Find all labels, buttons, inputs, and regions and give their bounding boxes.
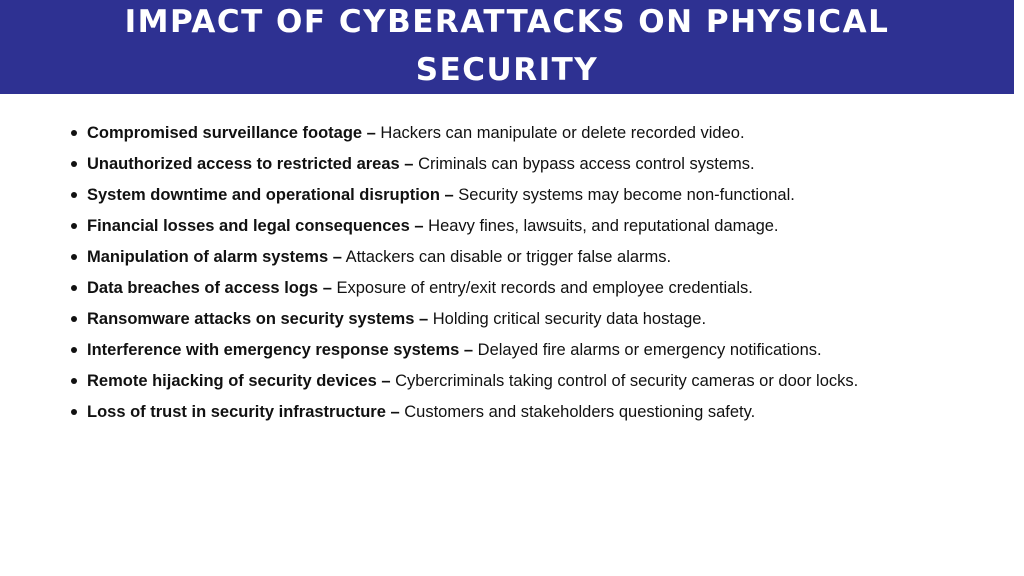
bullet-term: Remote hijacking of security devices – bbox=[87, 372, 391, 390]
bullet-term: Financial losses and legal consequences – bbox=[87, 217, 424, 235]
bullet-text bbox=[87, 368, 858, 394]
bullet-text bbox=[87, 275, 753, 301]
bullet-item bbox=[70, 306, 970, 337]
bullet-text bbox=[87, 151, 755, 177]
bullet-text bbox=[87, 306, 706, 332]
bullet-description: Cybercriminals taking control of security cameras or door locks. bbox=[390, 372, 859, 390]
bullet-list bbox=[70, 120, 970, 430]
bullet-term: Loss of trust in security infrastructure – bbox=[87, 403, 400, 421]
bullet-item bbox=[70, 368, 970, 399]
bullet-icon bbox=[71, 130, 77, 136]
bullet-item bbox=[70, 182, 970, 213]
bullet-icon bbox=[71, 347, 77, 353]
bullet-term: Data breaches of access logs – bbox=[87, 279, 332, 297]
bullet-text bbox=[87, 213, 779, 239]
bullet-term: System downtime and operational disruption – bbox=[87, 186, 454, 204]
bullet-text bbox=[87, 120, 745, 146]
bullet-icon bbox=[71, 254, 77, 260]
slide-title: IMPACT OF CYBERATTACKS ON PHYSICAL SECURITY bbox=[124, 4, 890, 88]
bullet-term: Ransomware attacks on security systems – bbox=[87, 310, 429, 328]
bullet-description: Holding critical security data hostage. bbox=[428, 310, 707, 328]
bullet-item bbox=[70, 337, 970, 368]
bullet-icon bbox=[71, 285, 77, 291]
bullet-description: Criminals can bypass access control systems. bbox=[413, 155, 755, 173]
bullet-text bbox=[87, 337, 822, 363]
bullet-description: Heavy fines, lawsuits, and reputational damage. bbox=[423, 217, 779, 235]
bullet-description: Hackers can manipulate or delete recorded video. bbox=[375, 124, 745, 142]
bullet-term: Unauthorized access to restricted areas – bbox=[87, 155, 414, 173]
bullet-description: Delayed fire alarms or emergency notifications. bbox=[473, 341, 822, 359]
bullet-item bbox=[70, 275, 970, 306]
bullet-icon bbox=[71, 192, 77, 198]
bullet-description: Exposure of entry/exit records and employee credentials. bbox=[331, 279, 753, 297]
bullet-text bbox=[87, 182, 795, 208]
bullet-description: Attackers can disable or trigger false alarms. bbox=[341, 248, 672, 266]
bullet-description: Security systems may become non-functional. bbox=[453, 186, 795, 204]
bullet-icon bbox=[71, 223, 77, 229]
bullet-item bbox=[70, 399, 970, 430]
bullet-icon bbox=[71, 316, 77, 322]
bullet-item bbox=[70, 244, 970, 275]
bullet-term: Interference with emergency response systems – bbox=[87, 341, 474, 359]
bullet-text bbox=[87, 244, 671, 270]
bullet-item bbox=[70, 213, 970, 244]
bullet-description: Customers and stakeholders questioning safety. bbox=[399, 403, 756, 421]
bullet-item bbox=[70, 120, 970, 151]
bullet-icon bbox=[71, 161, 77, 167]
bullet-item bbox=[70, 151, 970, 182]
bullet-text bbox=[87, 399, 755, 425]
bullet-term: Manipulation of alarm systems – bbox=[87, 248, 342, 266]
title-banner bbox=[0, 0, 1014, 94]
bullet-term: Compromised surveillance footage – bbox=[87, 124, 376, 142]
bullet-icon bbox=[71, 378, 77, 384]
bullet-icon bbox=[71, 409, 77, 415]
